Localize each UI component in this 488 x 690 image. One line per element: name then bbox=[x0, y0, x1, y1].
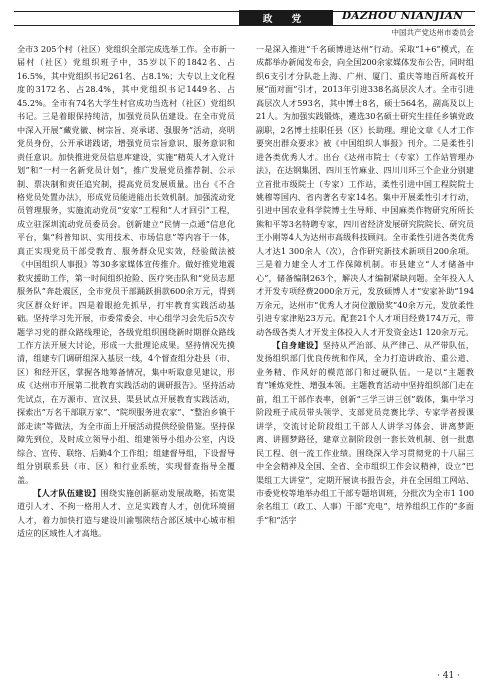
left-paragraph-2-text: 围绕实施创新驱动发展战略，拓宽渠道引人才、不拘一格用人才、立足实践育人才，创优环境留人才，着力加快打造与建设川渝鄂陕结合部区域中心城市相适应的区域性人才高地。 bbox=[17, 487, 235, 539]
section-tag: 政 党 bbox=[239, 10, 333, 25]
page-number: · 41 · bbox=[437, 671, 460, 681]
right-paragraph-1: 一是深入推进“千名硕博进达州”行动。采取“1+6”模式，在成都举办新闻发布会，向全国200余家媒体发布公告，同时组织6支引才分队赴上海、广州、厦门、重庆等地百所高校开展“面对面”引才，2013年引进338名高层次人才。全市引进高层次人才593名，其中博士8名，硕士564名，副高及以上21人。为加强实践锻炼，遴选30名硕士研究生挂任乡镇党政副职，2名博士挂职任县（区）长助理。理论文章《人才工作要突出群众要求》被《中国组织人事报》刊介。二是柔性引进各类优秀人才。出台《达州市院士（专家）工作站管理办法》，在达钢集团、四川玉竹麻业、四川川环三个企业分别建立首批市级院士（专家）工作站，柔性引进中国工程院院士姚穆等国内、省内著名专家14名。集中开展柔性引才行动，引进中国农业科学院博士生导师、中国麻类作物研究所所长熊和平等3名特聘专家，四川省经济发展研究院院长、研究员王小刚等4人为达州市高级科技顾问。全市柔性引进各类优秀人才达1 300余人（次），合作研究新技术新项目200余项。三是着力建全人才工作保障机制。市县建立“人才储备中心”，储备编制263个，解决人才编制紧缺问题。全年投入人才开发专项经费2000余万元，发放硕博人才“安家补助”194万余元，达州市“优秀人才岗位激励奖”40余万元，发放柔性引进专家津贴23万元。配套21个人才项目经费174万元，带动各级各类人才开发主体投入人才开发资金达1 120余万元。 bbox=[256, 44, 474, 337]
right-paragraph-2-text: 坚持从严治部、从严律己、从严带队伍，发扬组织部门优良传统和作风，全力打造讲政治、重公道、业务精、作风好的模范部门和过硬队伍。一是以“主题教育”锤炼党性、增强本领。主题教育活动中坚持组织部门走在前，组工干部作表率，创新“三学三讲三创”载体，集中学习阶段班子成员带头领学、支部党员竞赛比学、专家学者授课讲学，交流讨论阶段组工干部人人讲学习体会、讲离梦距离、讲圆梦路径，建章立制阶段创一套长效机制、创一批惠民工程、创一流工作业绩。围绕深入学习贯彻党的十八届三中全会精神及全国、全省、全市组织工作会议精神，设立“巴渠组工大讲堂”，定期开展读书报告会，并在全国组工网站、市委党校等地举办组工干部专题培训班，分批次为全市1 100余名组工（政工、人事）干部“充电”，培养组织工作的“多面手”和“活字 bbox=[256, 339, 474, 525]
left-column bbox=[17, 43, 235, 663]
right-paragraph-2 bbox=[256, 339, 474, 527]
section-heading-talent: 【人才队伍建设】 bbox=[33, 487, 101, 498]
magazine-title: DAZHOU NIANJIAN bbox=[342, 10, 464, 22]
left-paragraph-1: 全市3 205个村（社区）党组织全部完成选举工作。全市新一届村（社区）党组织班子中，35岁以下的1842名、占16.5%，其中党组织书记261名、占8.1%；大专以上文化程度的3172名、占28.4%，其中党组织书记1449名、占45.2%。全市有74名大学生村官成功当选村（社区）党组织书记。三是着眼保持纯洁，加强党员队伍建设。在全市党员中深入开展“藏党徽、树宗旨、亮承诺、强服务”活动，亮明党员身份，公开承诺践诺，增强党员宗旨意识、服务意识和责任意识。加快推进党员信息库建设，实施“精英人才入党计划”和“一村一名新党员计划”，推广发展党员推荐制、公示制、票决制和责任追究制，提高党员发展质量。出台《不合格党员处置办法》，形成党员能进能出长效机制。加强流动党员管理服务，实施流动党员“安家”工程和“人才回引”工程，成立驻深圳流动党员委员会。创新建立“民情一点通”信息化平台，集“科普知识、实用技术、市场信息”等内容于一体，真正实现党员干部受教育、服务群众见实效，经验做法被《中国组织人事报》等30多家媒体宣传推介。做好推党地震救灾援助工作，第一时间组织抢险、医疗突击队和“党员志愿服务队”奔赴震区，全市党员干部踊跃捐款600余万元，得到灾区群众好评。四是着眼抢先抓早，打牢教育实践活动基础。坚持学习先开展，市委常委会、中心组学习会先后5次专题学习党的群众路线理论，各级党组织围绕新时期群众路线工作方法开展大讨论，形成一大批理论成果。坚持情况先摸清，组建专门调研组深入基层一线，4个督查组分赴县（市、区）和经开区，掌握各地筹备情况，集中听取意见建议，形成《达州市开展第二批教育实践活动的调研报告》。坚持活动先试点，在万源市、宣汉县、渠县试点开展教育实践活动，探索出“万名干部联万家”、“院坝服务进农家”、“整治乡镇干部走读”等做法，为全市面上开展活动提供经验借鉴。坚持保障先到位，及时成立领导小组、组建领导小组办公室，内设综合、宣传、联络、后勤4个工作组；组建督导组，下设督导组分别联系县（市、区）和行业系统，实现督查指导全覆盖。 bbox=[17, 44, 235, 485]
publisher-line: 中国共产党达州市委员会 bbox=[391, 28, 474, 37]
section-heading-self-building: 【自身建设】 bbox=[272, 339, 323, 350]
left-paragraph-2 bbox=[17, 487, 235, 541]
right-column bbox=[256, 43, 474, 663]
